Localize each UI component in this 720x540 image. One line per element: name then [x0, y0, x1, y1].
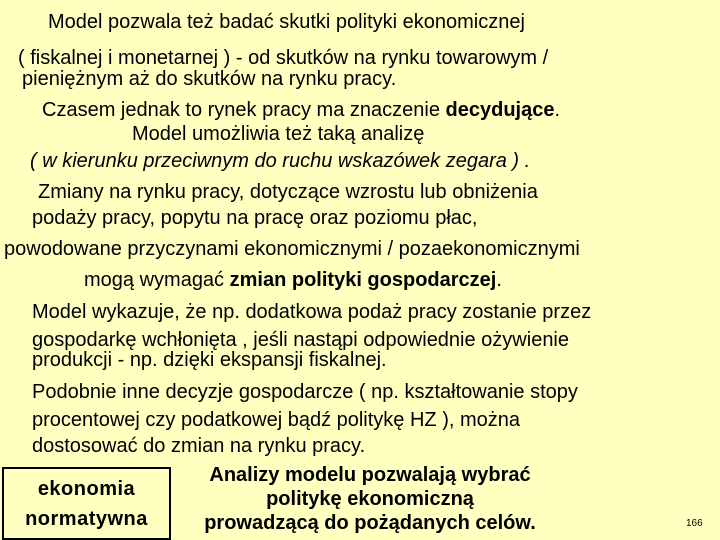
- text-line-4-end: .: [554, 99, 561, 121]
- emphasis-decydujace: decydujące: [445, 99, 555, 121]
- conclusion-line-1: Analizy modelu pozwalają wybrać: [209, 464, 531, 486]
- text-line-8: podaży pracy, popytu na pracę oraz poziomu płac,: [32, 207, 478, 229]
- text-line-10-start: mogą wymagać: [84, 269, 230, 291]
- text-line-13: produkcji - np. dzięki ekspansji fiskalnej.: [32, 349, 387, 371]
- text-line-1: Model pozwala też badać skutki polityki ekonomicznej: [48, 11, 525, 33]
- text-line-14: Podobnie inne decyzje gospodarcze ( np. kształtowanie stopy: [32, 381, 578, 403]
- text-line-16: dostosować do zmian na rynku pracy.: [32, 435, 366, 457]
- emphasis-zmian-polityki: zmian polityki gospodarczej: [229, 269, 497, 291]
- page-number: 166: [686, 518, 703, 529]
- box-line-1: ekonomia: [37, 477, 136, 500]
- text-line-11: Model wykazuje, że np. dodatkowa podaż pracy zostanie przez: [32, 301, 592, 323]
- text-line-9: powodowane przyczynami ekonomicznymi / pozaekonomicznymi: [4, 238, 580, 260]
- text-line-10-end: .: [496, 269, 502, 291]
- text-line-6: ( w kierunku przeciwnym do ruchu wskazówek zegara ) .: [30, 150, 531, 172]
- text-line-2: ( fiskalnej i monetarnej ) - od skutków na rynku towarowym /: [18, 47, 549, 69]
- conclusion-line-2: politykę ekonomiczną: [266, 488, 474, 510]
- conclusion-line-3: prowadzącą do pożądanych celów.: [204, 512, 536, 534]
- normative-economics-box: [2, 467, 171, 540]
- text-line-3: pieniężnym aż do skutków na rynku pracy.: [22, 68, 397, 90]
- text-line-7: Zmiany na rynku pracy, dotyczące wzrostu lub obniżenia: [38, 181, 538, 203]
- text-line-4-start: Czasem jednak to rynek pracy ma znaczenie: [42, 99, 446, 121]
- text-line-15: procentowej czy podatkowej bądź politykę HZ ), można: [32, 409, 521, 431]
- text-line-12: gospodarkę wchłonięta , jeśli nastąpi odpowiednie ożywienie: [32, 329, 570, 351]
- text-line-5: Model umożliwia też taką analizę: [132, 123, 425, 145]
- text-line-4: [42, 98, 560, 122]
- text-line-10: [84, 268, 502, 292]
- box-line-2: normatywna: [25, 507, 148, 530]
